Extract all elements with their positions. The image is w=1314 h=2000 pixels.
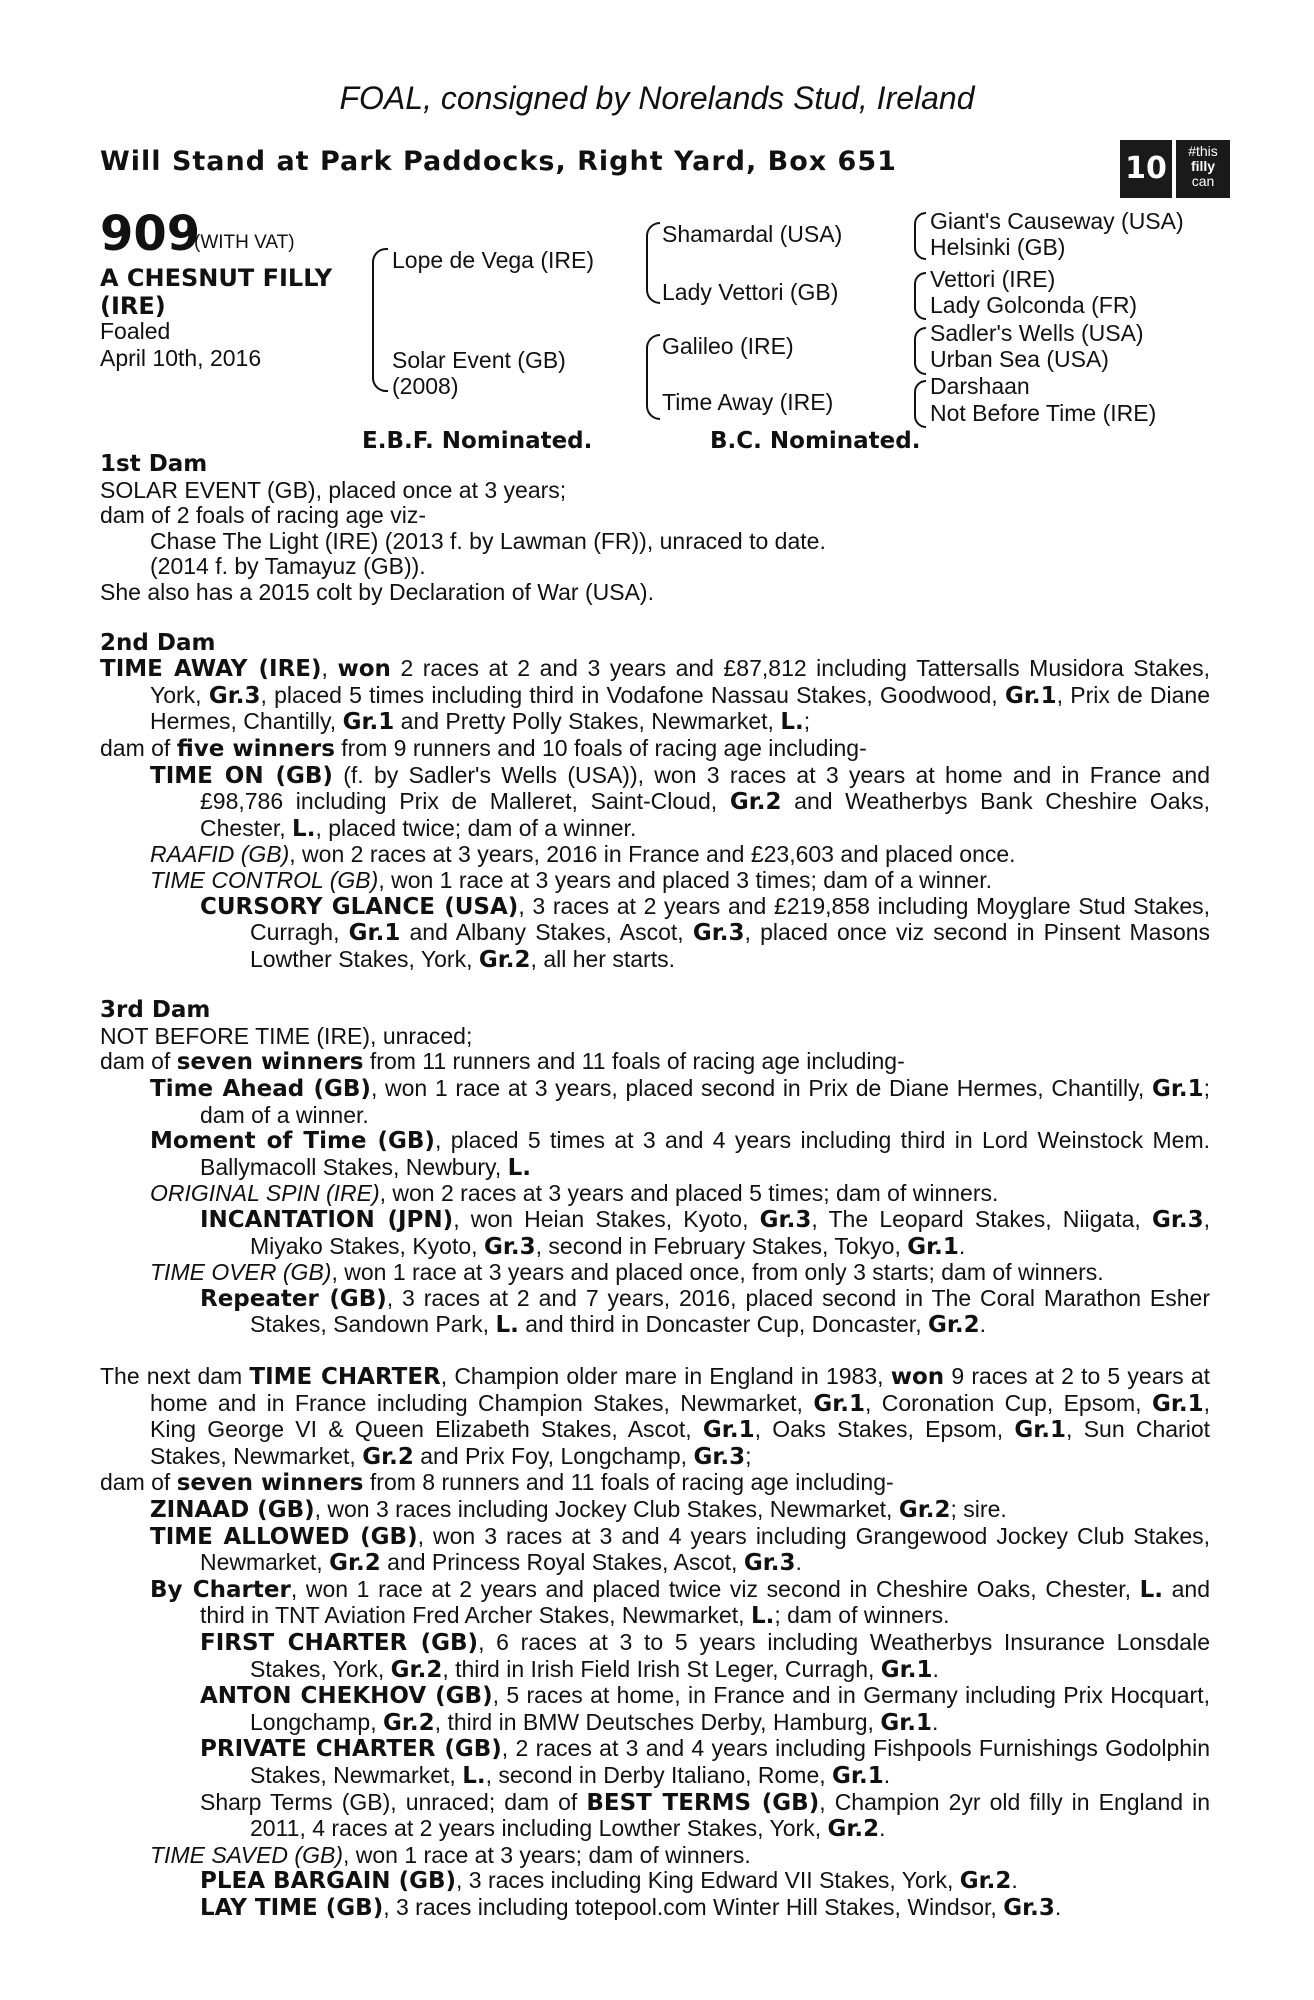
- this-filly-can-logo: [1176, 140, 1230, 198]
- first-dam-produce: (2014 f. by Tamayuz (GB)).: [150, 553, 426, 580]
- sire-sire: Shamardal (USA): [662, 221, 843, 247]
- second-dam-entry: TIME AWAY (IRE), won 2 races at 2 and 3 years and £87,812 including Tattersalls Musidora Stakes, York, Gr.3, placed 5 times including third in Vodafone Nassau Stakes, Goodwood, Gr.1, Prix de Diane Hermes, Chantilly, Gr.1 and Pretty Polly Stakes, Newmarket, L.;: [100, 655, 1210, 736]
- grandsire-1: Giant's Causeway (USA): [930, 208, 1184, 234]
- third-dam-heading: 3rd Dam: [100, 997, 211, 1024]
- pedigree-brace-sire: [646, 222, 660, 304]
- first-dam-line: dam of 2 foals of racing age viz-: [100, 502, 426, 529]
- produce-entry: TIME SAVED (GB), won 1 race at 3 years; dam of winners.: [150, 1841, 751, 1868]
- second-dam-record: dam of five winners from 9 runners and 10 foals of racing age including-: [100, 734, 867, 762]
- produce-entry: Sharp Terms (GB), unraced; dam of BEST TERMS (GB), Champion 2yr old filly in England in 2011, 4 races at 2 years including Lowther Stakes, York, Gr.2.: [200, 1788, 1211, 1843]
- produce-entry: ANTON CHEKHOV (GB), 5 races at home, in France and in Germany including Prix Hocquart, Longchamp, Gr.2, third in BMW Deutsches Derby, Hamburg, Gr.1.: [200, 1682, 1210, 1736]
- grandsire-6: Urban Sea (USA): [930, 346, 1109, 372]
- stabling-location: Will Stand at Park Paddocks, Right Yard, Box 651: [100, 146, 897, 177]
- produce-entry: RAAFID (GB), won 2 races at 3 years, 2016 in France and £23,603 and placed once.: [150, 841, 1016, 868]
- lot-description: A CHESNUT FILLY (IRE): [100, 264, 333, 320]
- produce-entry: CURSORY GLANCE (USA), 3 races at 2 years and £219,858 including Moyglare Stud Stakes, Curragh, Gr.1 and Albany Stakes, Ascot, Gr.3, placed once viz second in Pinsent Masons Lowther Stakes, York, Gr.2, all her starts.: [200, 892, 1211, 973]
- grandsire-5: Sadler's Wells (USA): [930, 320, 1144, 346]
- ten-badge-logo: [1120, 140, 1230, 198]
- first-dam-produce: Chase The Light (IRE) (2013 f. by Lawman (FR)), unraced to date.: [150, 527, 826, 554]
- second-dam-heading: 2nd Dam: [100, 629, 216, 656]
- brace-g78: [914, 380, 926, 428]
- third-dam-record: dam of seven winners from 11 runners and 11 foals of racing age including-: [100, 1048, 905, 1076]
- dam-dam: Time Away (IRE): [662, 389, 834, 415]
- sire: Lope de Vega (IRE): [392, 247, 595, 273]
- grandsire-8: Not Before Time (IRE): [930, 400, 1157, 426]
- next-dam-record: dam of seven winners from 8 runners and 11 foals of racing age including-: [100, 1469, 894, 1497]
- first-dam-heading: 1st Dam: [100, 451, 208, 477]
- produce-entry: INCANTATION (JPN), won Heian Stakes, Kyoto, Gr.3, The Leopard Stakes, Niigata, Gr.3, Miyako Stakes, Kyoto, Gr.3, second in February Stakes, Tokyo, Gr.1.: [200, 1206, 1211, 1260]
- badge-line1: #this: [1188, 143, 1218, 159]
- brace-g12: [914, 212, 926, 260]
- bc-nominated: B.C. Nominated.: [710, 428, 921, 454]
- produce-entry: FIRST CHARTER (GB), 6 races at 3 to 5 years including Weatherbys Insurance Lonsdale Stakes, York, Gr.2, third in Irish Field Irish St Leger, Curragh, Gr.1.: [200, 1628, 1211, 1683]
- badge-line2: filly: [1190, 158, 1216, 174]
- vat-note: (WITH VAT): [194, 232, 295, 253]
- produce-entry: TIME ALLOWED (GB), won 3 races at 3 and 4 years including Grangewood Jockey Club Stakes, Newmarket, Gr.2 and Princess Royal Stakes, Ascot, Gr.3.: [150, 1522, 1211, 1577]
- dam-year: (2008): [392, 373, 459, 399]
- grandsire-7: Darshaan: [930, 373, 1030, 399]
- ten-logo: 10: [1120, 140, 1172, 198]
- grandsire-3: Vettori (IRE): [930, 266, 1056, 292]
- produce-entry: PRIVATE CHARTER (GB), 2 races at 3 and 4 years including Fishpools Furnishings Godolphin Stakes, Newmarket, L., second in Derby Italiano, Rome, Gr.1.: [200, 1735, 1210, 1789]
- next-dam-entry: The next dam TIME CHARTER, Champion older mare in England in 1983, won 9 races at 2 to 5 years at home and in France including Champion Stakes, Newmarket, Gr.1, Coronation Cup, Epsom, Gr.1, King George VI & Queen Elizabeth Stakes, Ascot, Gr.1, Oaks Stakes, Epsom, Gr.1, Sun Chariot Stakes, Newmarket, Gr.2 and Prix Foy, Longchamp, Gr.3;: [100, 1363, 1211, 1470]
- foaled-info: [100, 318, 261, 372]
- ebf-nominated: E.B.F. Nominated.: [362, 428, 593, 454]
- foaled-label: Foaled: [100, 318, 171, 344]
- third-dam-line: NOT BEFORE TIME (IRE), unraced;: [100, 1022, 473, 1049]
- brace-g34: [914, 272, 926, 320]
- produce-entry: PLEA BARGAIN (GB), 3 races including King Edward VII Stakes, York, Gr.2.: [200, 1867, 1018, 1895]
- produce-entry: Moment of Time (GB), placed 5 times at 3 and 4 years including third in Lord Weinstock Mem. Ballymacoll Stakes, Newbury, L.: [150, 1127, 1210, 1181]
- grandsire-2: Helsinki (GB): [930, 234, 1066, 260]
- produce-entry: LAY TIME (GB), 3 races including totepool.com Winter Hill Stakes, Windsor, Gr.3.: [200, 1893, 1062, 1921]
- foaled-date: April 10th, 2016: [100, 345, 262, 371]
- produce-entry: Repeater (GB), 3 races at 2 and 7 years, 2016, placed second in The Coral Marathon Esher Stakes, Sandown Park, L. and third in Doncaster Cup, Doncaster, Gr.2.: [200, 1284, 1210, 1339]
- first-dam-line: She also has a 2015 colt by Declaration of War (USA).: [100, 578, 654, 605]
- produce-entry: Time Ahead (GB), won 1 race at 3 years, placed second in Prix de Diane Hermes, Chantilly, Gr.1; dam of a winner.: [150, 1075, 1211, 1128]
- lot-number: 909: [100, 206, 201, 262]
- first-dam-line: SOLAR EVENT (GB), placed once at 3 years;: [100, 476, 567, 503]
- consignor-title: FOAL, consigned by Norelands Stud, Ireland: [339, 80, 975, 116]
- catalogue-body: [100, 452, 1210, 1921]
- badge-line3: can: [1191, 173, 1215, 189]
- produce-entry: By Charter, won 1 race at 2 years and placed twice viz second in Cheshire Oaks, Chester, L. and third in TNT Aviation Fred Archer Stakes, Newmarket, L.; dam of winners.: [150, 1575, 1211, 1630]
- grandsire-4: Lady Golconda (FR): [930, 292, 1138, 318]
- dam: Solar Event (GB): [392, 347, 566, 373]
- produce-entry: TIME ON (GB) (f. by Sadler's Wells (USA)), won 3 races at 3 years at home and in France and £98,786 including Prix de Malleret, Saint-Cloud, Gr.2 and Weatherbys Bank Cheshire Oaks, Chester, L., placed twice; dam of a winner.: [150, 761, 1211, 842]
- produce-entry: ORIGINAL SPIN (IRE), won 2 races at 3 years and placed 5 times; dam of winners.: [150, 1180, 999, 1207]
- sire-dam: Lady Vettori (GB): [662, 279, 839, 305]
- produce-entry: TIME OVER (GB), won 1 race at 3 years and placed once, from only 3 starts; dam of winners.: [150, 1259, 1104, 1286]
- brace-g56: [914, 327, 926, 375]
- pedigree-brace-dam: [646, 334, 660, 420]
- dam-sire: Galileo (IRE): [662, 333, 794, 359]
- produce-entry: TIME CONTROL (GB), won 1 race at 3 years and placed 3 times; dam of a winner.: [150, 866, 992, 893]
- produce-entry: ZINAAD (GB), won 3 races including Jockey Club Stakes, Newmarket, Gr.2; sire.: [150, 1495, 1007, 1523]
- pedigree-brace-main: [372, 248, 388, 392]
